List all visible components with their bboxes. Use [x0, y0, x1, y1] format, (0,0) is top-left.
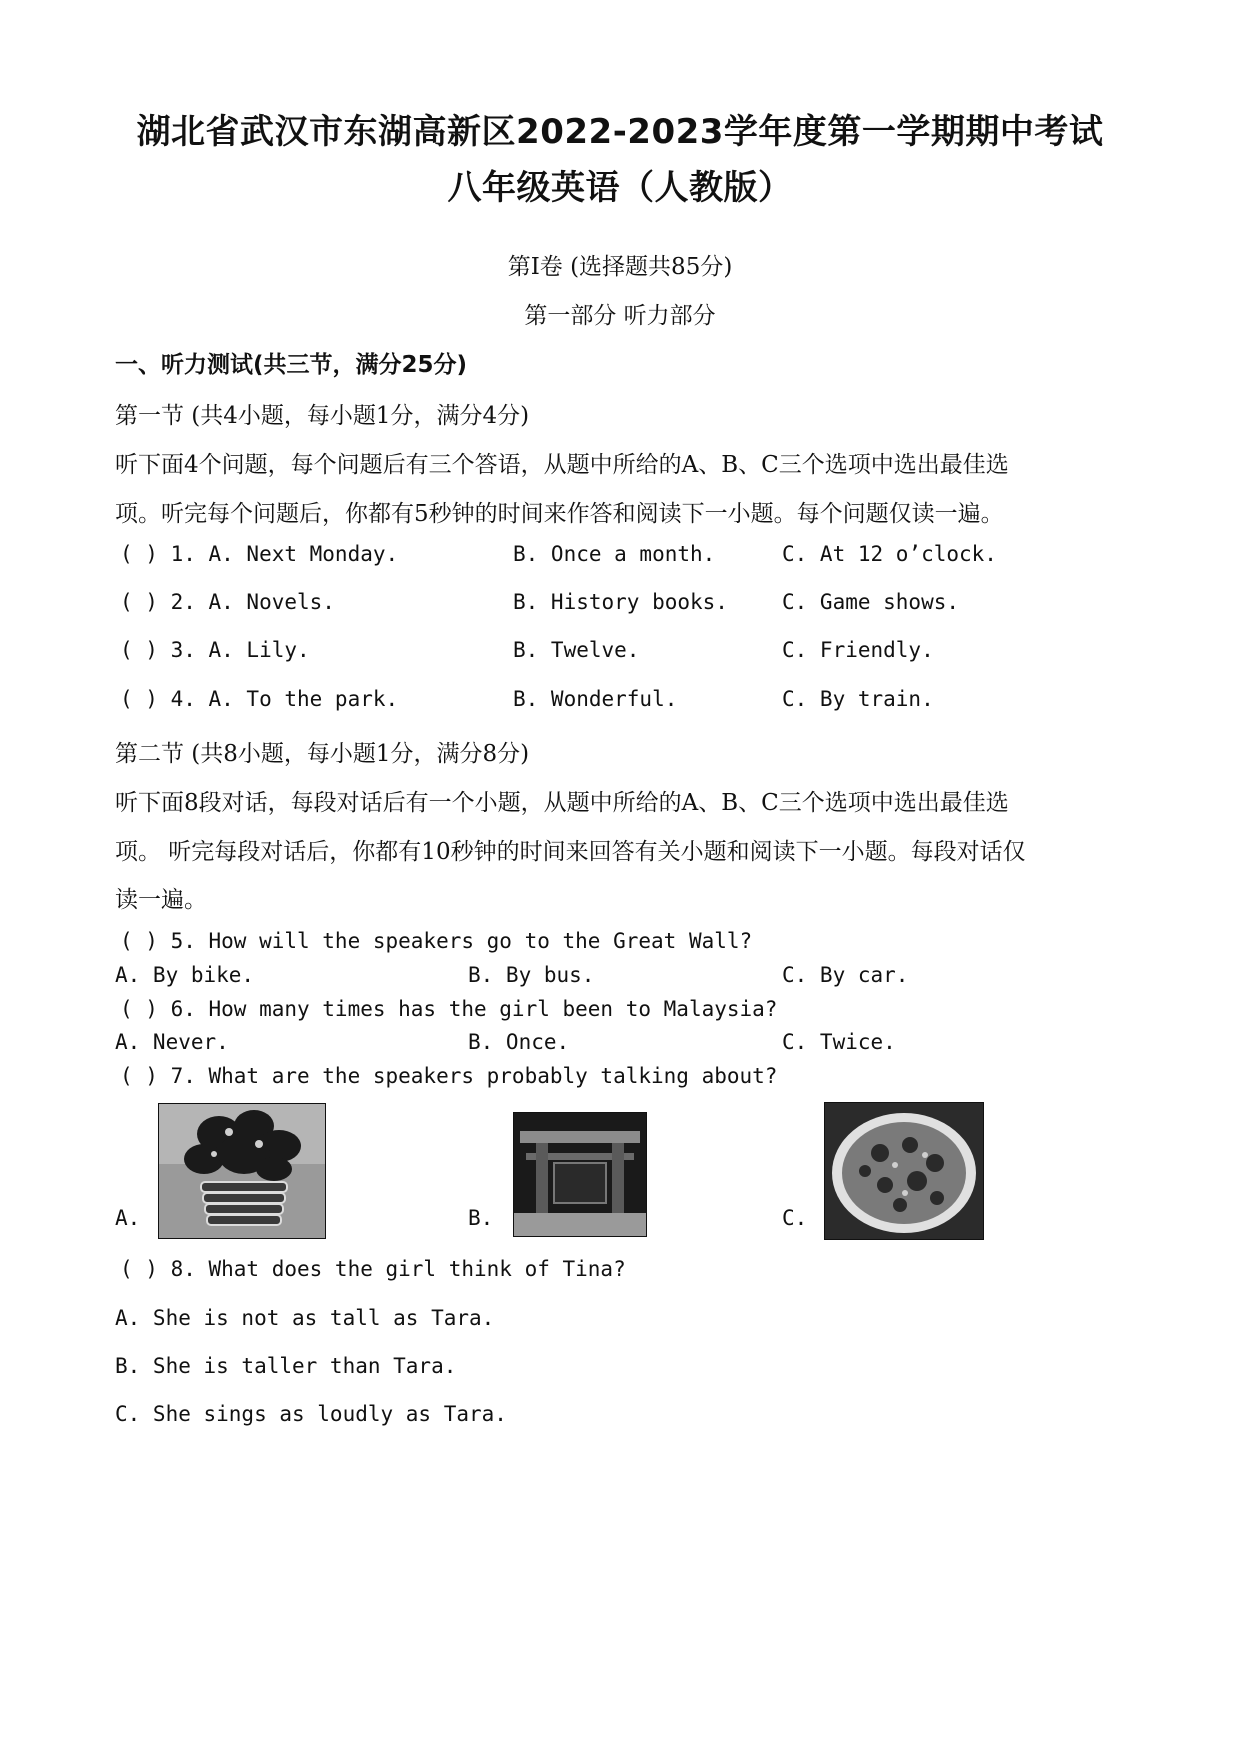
question-7-option-c: C.	[782, 1206, 808, 1230]
question-8-stem: ( ) 8. What does the girl think of Tina?	[120, 1257, 626, 1281]
question-2-option-c: C. Game shows.	[782, 590, 960, 614]
plant-icon	[159, 1104, 325, 1238]
part1-instruction: 项。听完每个问题后，你都有5秒钟的时间来作答和阅读下一小题。每个问题仅读一遍。	[115, 501, 1004, 527]
question-6-stem: ( ) 6. How many times has the girl been to Malaysia?	[120, 997, 778, 1021]
volume-heading: 第Ⅰ卷 (选择题共85分)	[507, 254, 733, 280]
exam-title: 湖北省武汉市东湖高新区2022-2023学年度第一学期期中考试	[136, 112, 1104, 152]
question-1-option-c: C. At 12 o’clock.	[782, 542, 997, 566]
question-2-stem: ( ) 2. A. Novels.	[120, 590, 335, 614]
gate-picture	[513, 1112, 647, 1237]
part1-instruction: 听下面4个问题，每个问题后有三个答语，从题中所给的A、B、C三个选项中选出最佳选	[115, 452, 1009, 478]
question-7-stem: ( ) 7. What are the speakers probably talking about?	[120, 1064, 778, 1088]
question-4-option-c: C. By train.	[782, 687, 934, 711]
gate-icon	[514, 1113, 646, 1236]
question-3-option-c: C. Friendly.	[782, 638, 934, 662]
question-3-stem: ( ) 3. A. Lily.	[120, 638, 310, 662]
pizza-picture	[824, 1102, 984, 1240]
question-5-option-b: B. By bus.	[468, 963, 595, 987]
question-6-option-b: B. Once.	[468, 1030, 570, 1054]
question-2-option-b: B. History books.	[513, 590, 728, 614]
question-5-stem: ( ) 5. How will the speakers go to the Great Wall?	[120, 929, 753, 953]
question-7-option-a: A.	[115, 1206, 141, 1230]
question-7-option-b: B.	[468, 1206, 494, 1230]
part-heading: 第一部分 听力部分	[524, 303, 716, 329]
part1-heading: 第一节 (共4小题，每小题1分，满分4分)	[115, 403, 530, 429]
part2-instruction: 项。 听完每段对话后，你都有10秒钟的时间来回答有关小题和阅读下一小题。每段对话仅	[115, 839, 1026, 865]
exam-subtitle: 八年级英语（人教版）	[447, 168, 793, 208]
question-6-option-c: C. Twice.	[782, 1030, 896, 1054]
part2-instruction: 听下面8段对话，每段对话后有一个小题，从题中所给的A、B、C三个选项中选出最佳选	[115, 790, 1009, 816]
question-5-option-a: A. By bike.	[115, 963, 255, 987]
pizza-icon	[825, 1103, 983, 1239]
question-8-option-b: B. She is taller than Tara.	[115, 1354, 457, 1378]
question-1-stem: ( ) 1. A. Next Monday.	[120, 542, 399, 566]
question-5-option-c: C. By car.	[782, 963, 909, 987]
part2-heading: 第二节 (共8小题，每小题1分，满分8分)	[115, 741, 530, 767]
section-heading: 一、听力测试(共三节，满分25分)	[115, 352, 468, 378]
question-4-option-b: B. Wonderful.	[513, 687, 678, 711]
question-6-option-a: A. Never.	[115, 1030, 229, 1054]
question-8-option-a: A. She is not as tall as Tara.	[115, 1306, 495, 1330]
question-3-option-b: B. Twelve.	[513, 638, 640, 662]
question-8-option-c: C. She sings as loudly as Tara.	[115, 1402, 507, 1426]
part2-instruction: 读一遍。	[115, 887, 207, 913]
question-1-option-b: B. Once a month.	[513, 542, 716, 566]
plant-picture	[158, 1103, 326, 1239]
question-4-stem: ( ) 4. A. To the park.	[120, 687, 399, 711]
